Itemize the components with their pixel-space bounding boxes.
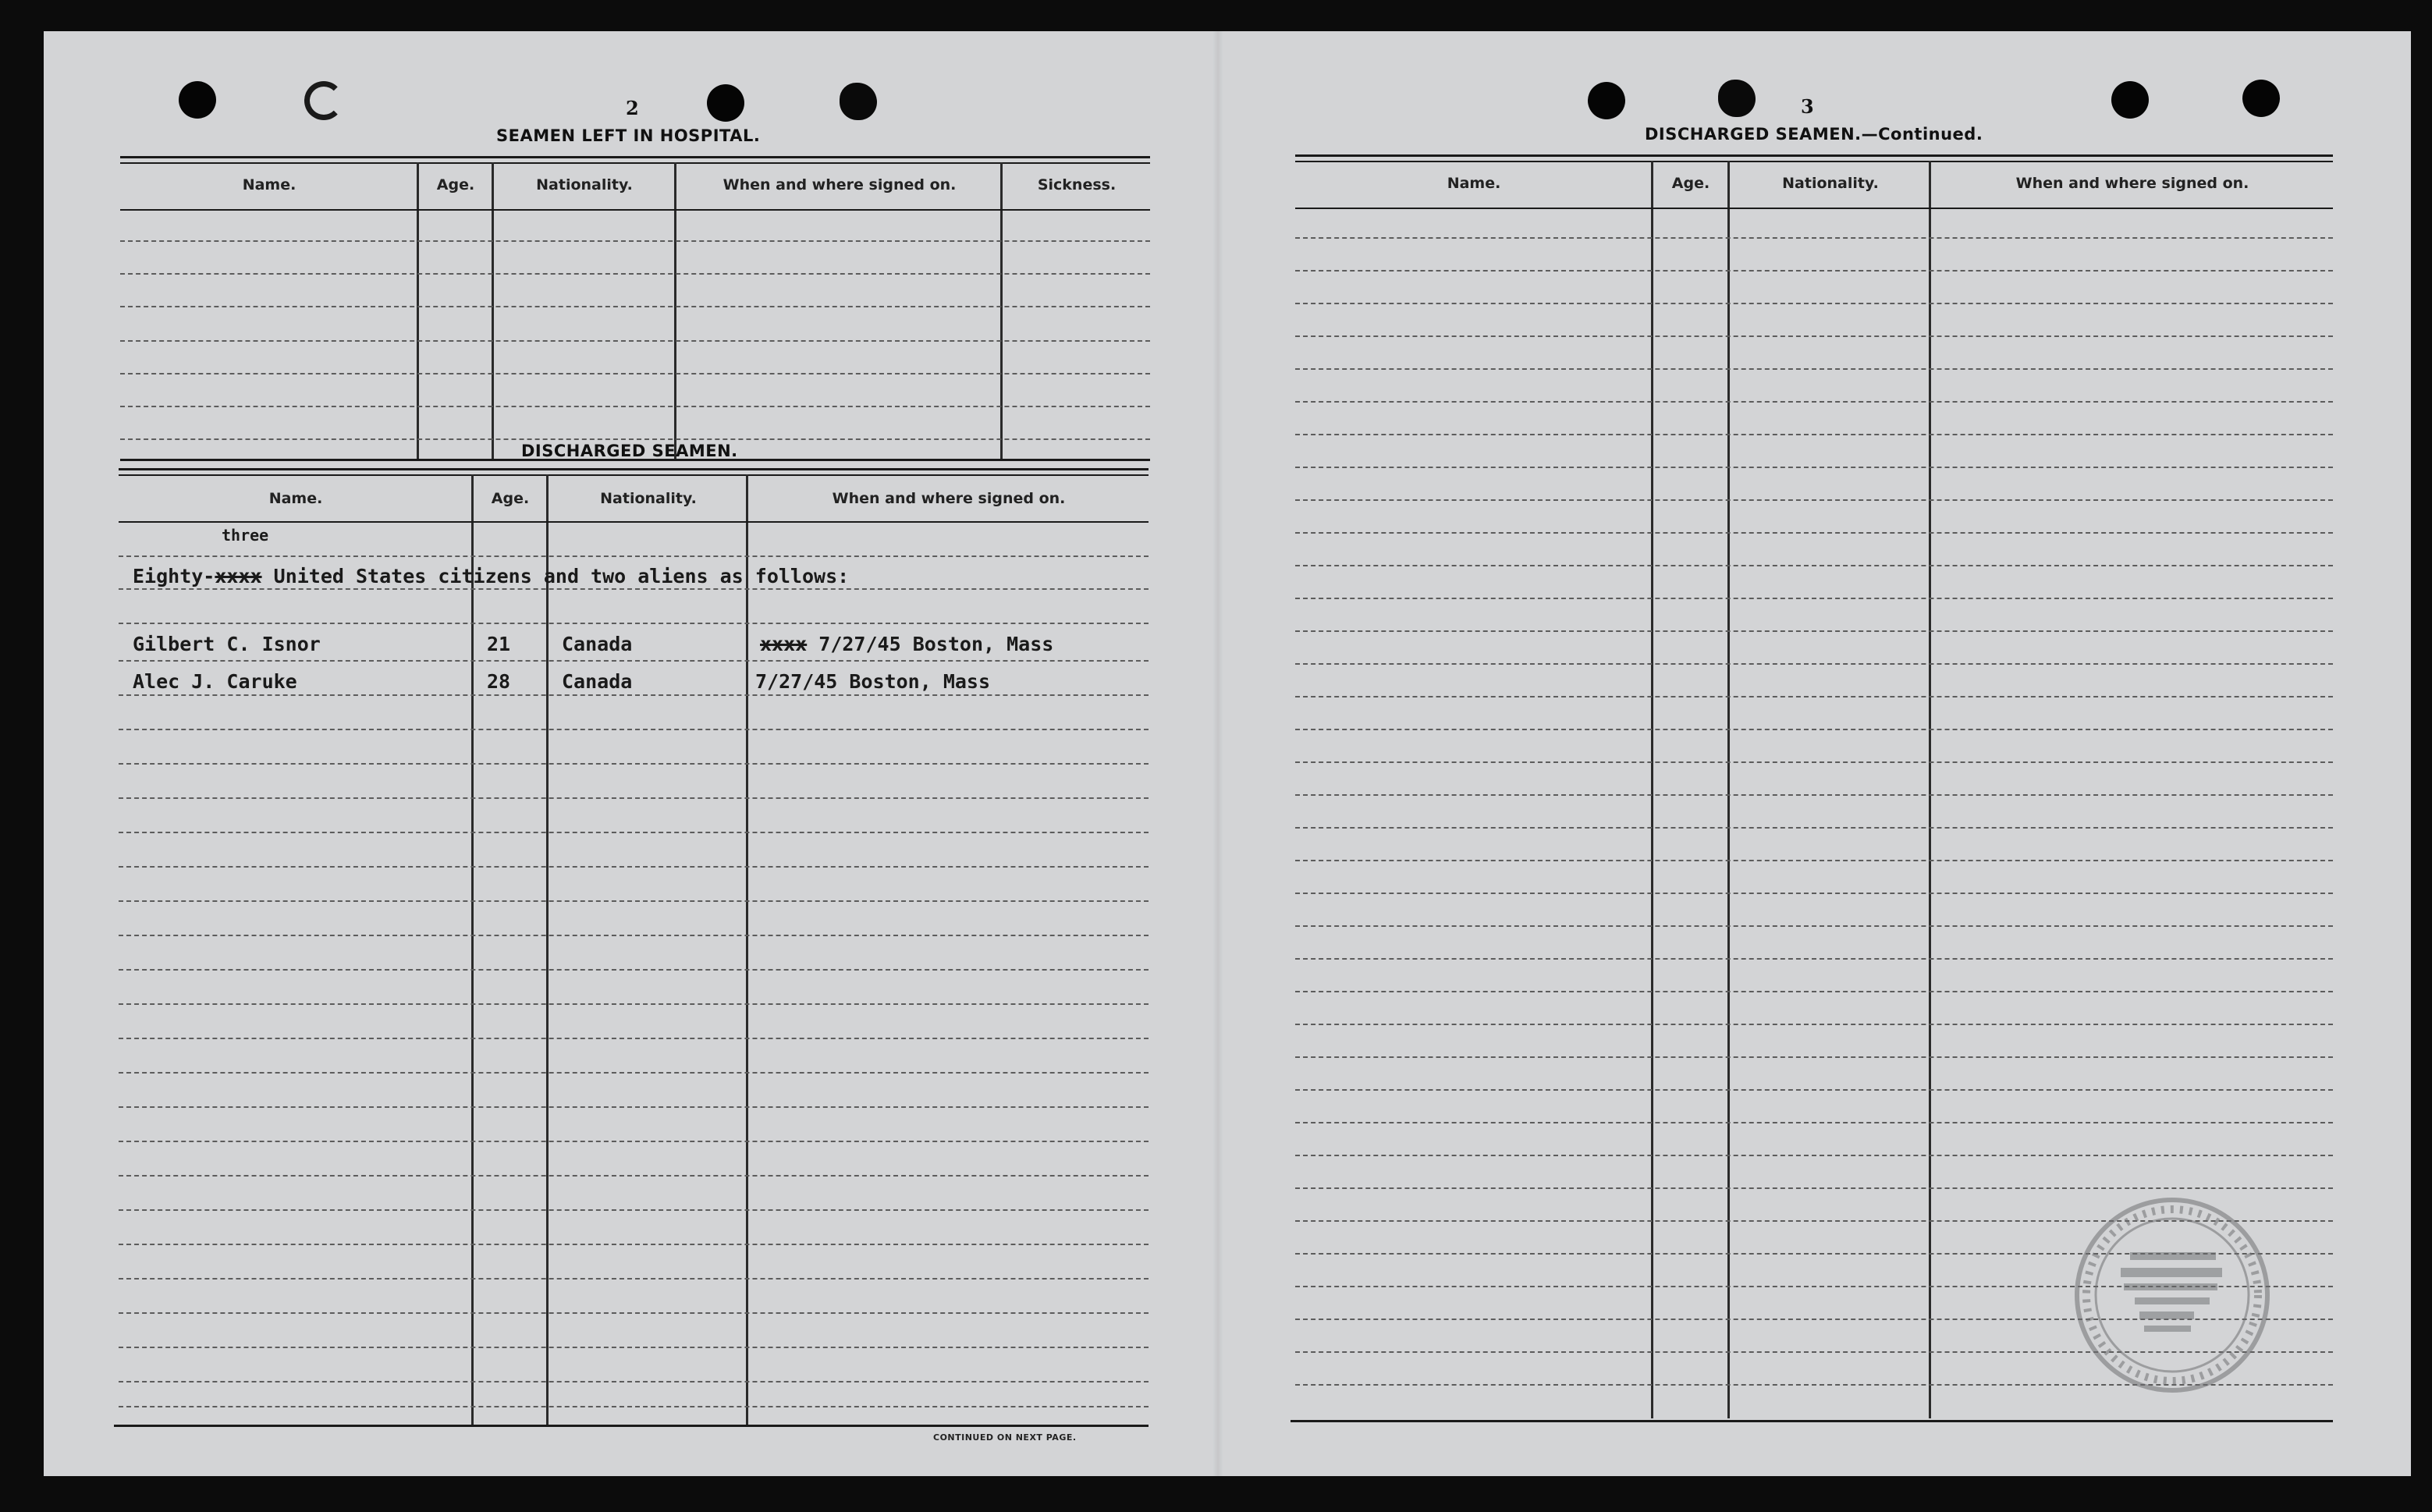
col-header-name: Name.	[242, 176, 296, 193]
entry-line	[1295, 434, 2333, 435]
page-number-left: 2	[626, 97, 639, 119]
entry-line	[119, 1312, 1149, 1314]
entry-line	[119, 763, 1149, 765]
punch-hole	[2242, 80, 2280, 117]
entry-line	[1295, 368, 2333, 370]
discharged-section-title: DISCHARGED SEAMEN.	[521, 442, 738, 460]
entry-line	[1295, 270, 2333, 272]
column-divider	[746, 474, 748, 1425]
entry-line	[120, 373, 1150, 374]
rule	[114, 1425, 1149, 1427]
col-header-age: Age.	[1671, 175, 1710, 192]
entry-line	[119, 729, 1149, 730]
seaman-signed-on: 7/27/45 Boston, Mass	[755, 670, 991, 693]
entry-line	[1295, 696, 2333, 697]
document-sheet	[44, 31, 2411, 1476]
seaman-age: 28	[487, 670, 511, 693]
intro-text: as follows:	[719, 565, 850, 587]
entry-line	[119, 1175, 1149, 1177]
intro-text: United States ci	[273, 565, 462, 587]
page-number-right: 3	[1801, 95, 1814, 118]
entry-line	[119, 1141, 1149, 1142]
entry-line	[119, 623, 1149, 624]
column-divider	[1929, 161, 1931, 1418]
entry-line	[1295, 827, 2333, 829]
entry-line	[1295, 598, 2333, 599]
entry-line	[1295, 925, 2333, 927]
intro-text: and two aliens	[543, 565, 708, 587]
column-divider	[492, 162, 494, 459]
entry-line	[1295, 1056, 2333, 1058]
entry-line	[119, 969, 1149, 971]
entry-line	[1295, 1089, 2333, 1091]
col-header-sickness: Sickness.	[1037, 176, 1117, 193]
col-header-signed-on: When and where signed on.	[832, 490, 1066, 507]
entry-line	[1295, 1122, 2333, 1123]
struck-word: xxxx	[760, 633, 808, 655]
entry-line	[1295, 335, 2333, 337]
hospital-section-title: SEAMEN LEFT IN HOSPITAL.	[496, 126, 761, 145]
entry-line	[1295, 958, 2333, 960]
rule	[120, 156, 1150, 158]
intro-text: tizens	[461, 565, 532, 587]
entry-line	[119, 1244, 1149, 1245]
column-divider	[546, 474, 549, 1425]
punch-hole	[1718, 80, 1756, 117]
entry-line	[1295, 860, 2333, 861]
entry-line	[1295, 467, 2333, 468]
entry-line	[120, 340, 1150, 342]
rule	[119, 521, 1149, 523]
rule	[1295, 208, 2333, 209]
entry-line	[1295, 991, 2333, 992]
entry-line	[1295, 532, 2333, 534]
seaman-nationality: Canada	[562, 633, 633, 655]
entry-line	[1295, 630, 2333, 632]
column-divider	[471, 474, 474, 1425]
entry-line	[119, 900, 1149, 902]
col-header-name: Name.	[1447, 175, 1501, 192]
signed-on-text: 7/27/45 Boston, Mass	[818, 633, 1054, 655]
entry-line	[119, 555, 1149, 557]
column-divider	[1651, 161, 1653, 1418]
entry-line	[119, 1038, 1149, 1039]
punch-hole	[840, 83, 877, 120]
entry-line	[1295, 893, 2333, 894]
column-divider	[417, 162, 419, 459]
entry-line	[119, 1278, 1149, 1280]
entry-line	[1295, 303, 2333, 304]
col-header-age: Age.	[436, 176, 475, 193]
entry-line	[119, 1347, 1149, 1348]
entry-line	[1295, 663, 2333, 665]
inserted-word: three	[222, 526, 269, 545]
col-header-signed-on: When and where signed on.	[2015, 175, 2249, 192]
entry-line	[1295, 565, 2333, 566]
punch-hole	[304, 81, 343, 120]
entry-line	[120, 406, 1150, 407]
entry-line	[119, 797, 1149, 799]
col-header-nationality: Nationality.	[1782, 175, 1879, 192]
col-header-nationality: Nationality.	[600, 490, 697, 507]
entry-line	[1295, 237, 2333, 239]
seaman-name: Alec J. Caruke	[133, 670, 297, 693]
entry-line	[120, 306, 1150, 307]
entry-line	[119, 694, 1149, 696]
rule	[120, 209, 1150, 211]
entry-line	[1295, 1187, 2333, 1189]
col-header-name: Name.	[268, 490, 323, 507]
rule	[1295, 161, 2333, 162]
seaman-name: Gilbert C. Isnor	[133, 633, 321, 655]
intro-prefix: Eighty-	[133, 565, 215, 587]
intro-line	[133, 565, 849, 587]
col-header-signed-on: When and where signed on.	[722, 176, 957, 193]
entry-line	[119, 1209, 1149, 1211]
entry-line	[120, 438, 1150, 440]
punch-hole	[2111, 81, 2149, 119]
col-header-nationality: Nationality.	[536, 176, 633, 193]
entry-line	[120, 273, 1150, 275]
entry-line	[119, 935, 1149, 936]
punch-hole	[179, 81, 216, 119]
col-header-age: Age.	[491, 490, 530, 507]
rule	[119, 474, 1149, 476]
ink-stamp	[2058, 1190, 2286, 1400]
rule	[119, 468, 1149, 470]
punch-hole	[1588, 82, 1625, 119]
entry-line	[119, 1003, 1149, 1005]
entry-line	[119, 1381, 1149, 1382]
punch-hole	[707, 84, 744, 122]
column-divider	[1000, 162, 1003, 459]
entry-line	[1295, 761, 2333, 763]
center-fold	[1212, 31, 1223, 1476]
entry-line	[1295, 729, 2333, 730]
entry-line	[119, 832, 1149, 833]
entry-line	[1295, 401, 2333, 403]
entry-line	[1295, 1155, 2333, 1156]
entry-line	[1295, 794, 2333, 796]
entry-line	[119, 588, 1149, 590]
column-divider	[674, 162, 676, 459]
rule	[1291, 1420, 2333, 1422]
rule	[1295, 154, 2333, 157]
seaman-age: 21	[487, 633, 511, 655]
entry-line	[1295, 499, 2333, 501]
struck-word: xxxx	[215, 565, 262, 587]
entry-line	[119, 1106, 1149, 1108]
seaman-nationality: Canada	[562, 670, 633, 693]
rule	[120, 162, 1150, 164]
entry-line	[119, 1406, 1149, 1407]
continued-note: CONTINUED ON NEXT PAGE.	[933, 1432, 1077, 1443]
entry-line	[119, 866, 1149, 868]
entry-line	[1295, 1024, 2333, 1025]
entry-line	[119, 1072, 1149, 1074]
entry-line	[120, 240, 1150, 242]
seaman-signed-on	[760, 633, 1053, 655]
column-divider	[1727, 161, 1730, 1418]
discharged-continued-title: DISCHARGED SEAMEN.—Continued.	[1645, 125, 1983, 144]
entry-line	[119, 660, 1149, 662]
